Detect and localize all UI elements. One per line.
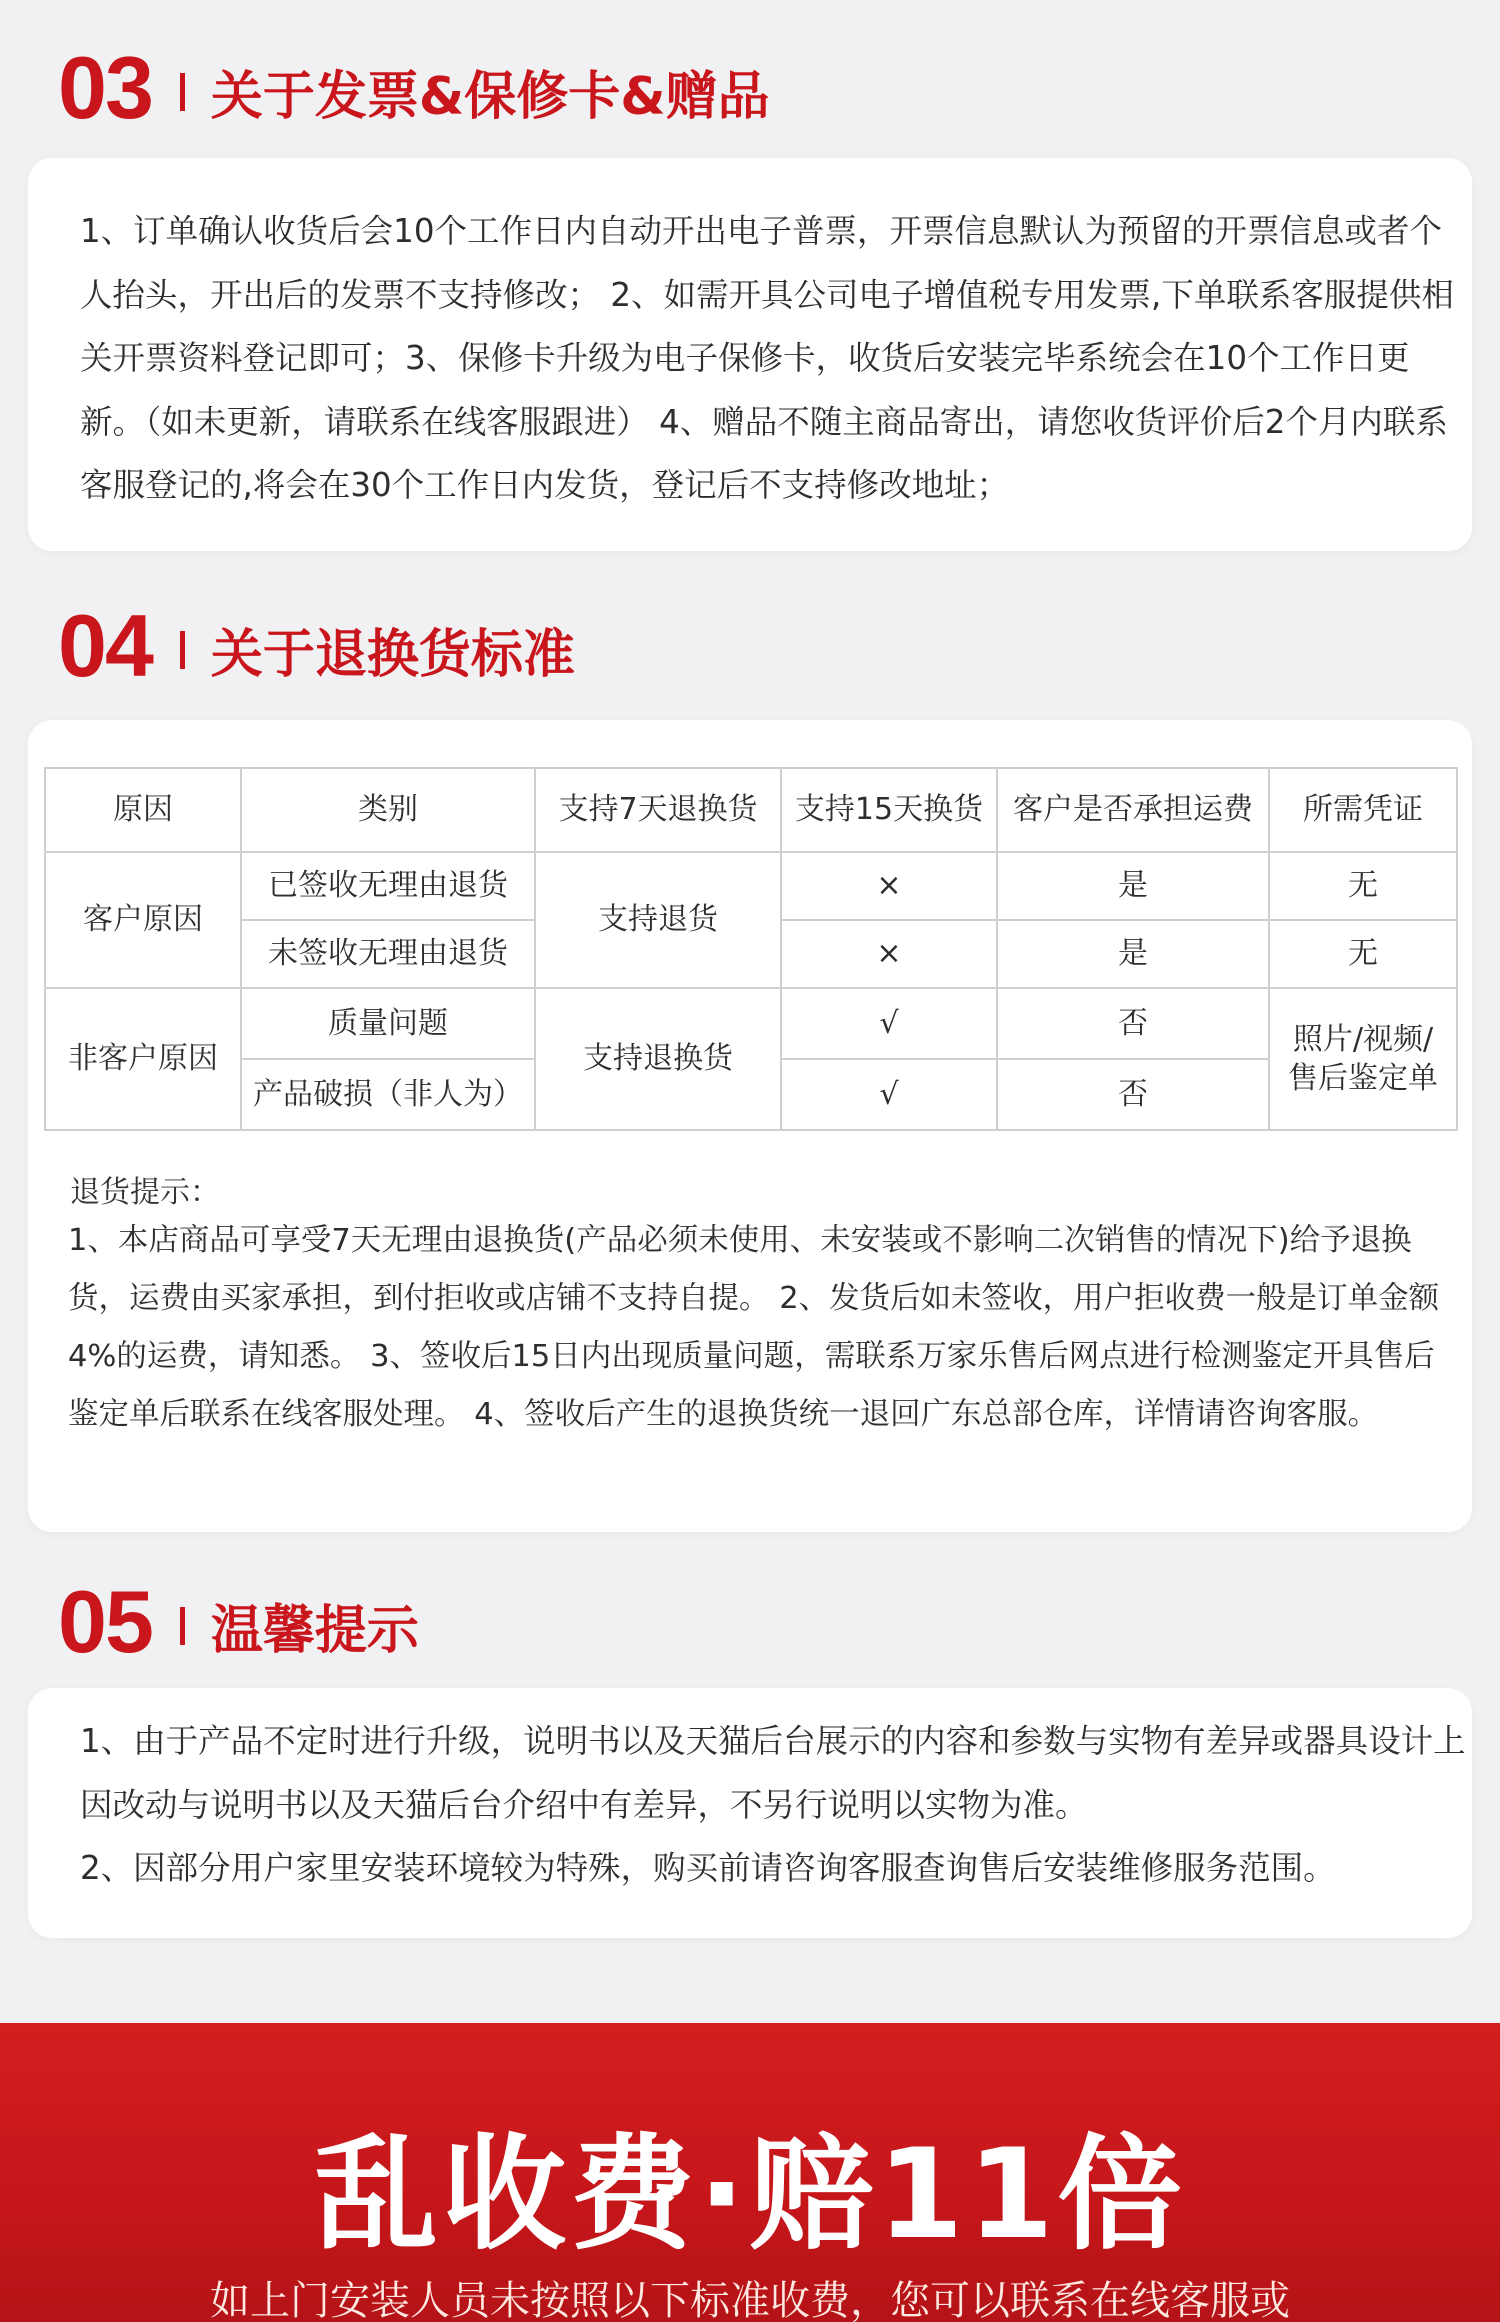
warm-tips-card xyxy=(28,1688,1472,1938)
proof-cell xyxy=(1269,988,1457,1130)
promo-banner xyxy=(0,2023,1500,2322)
section-number: 03 xyxy=(58,38,152,137)
freight-cell: 否 xyxy=(997,1059,1269,1130)
proof-cell: 无 xyxy=(1269,920,1457,988)
section-03-header xyxy=(58,38,770,137)
freight-cell: 否 xyxy=(997,988,1269,1059)
support-15day-cell: √ xyxy=(781,988,997,1059)
table-header-cell: 支持7天退换货 xyxy=(535,768,781,852)
return-policy-table xyxy=(44,767,1458,1131)
freight-cell: 是 xyxy=(997,920,1269,988)
category-cell: 已签收无理由退货 xyxy=(241,852,535,920)
table-header-cell: 支持15天换货 xyxy=(781,768,997,852)
reason-cell: 非客户原因 xyxy=(45,988,241,1130)
category-cell: 产品破损（非人为） xyxy=(241,1059,535,1130)
support-15day-cell: × xyxy=(781,852,997,920)
table-row xyxy=(45,988,1457,1059)
section-title: 关于退换货标准 xyxy=(210,624,575,685)
table-header-cell: 原因 xyxy=(45,768,241,852)
promo-title: 乱收费·赔11倍 xyxy=(314,2123,1186,2267)
reason-cell: 客户原因 xyxy=(45,852,241,988)
table-header-cell: 客户是否承担运费 xyxy=(997,768,1269,852)
invoice-warranty-gift-text: 1、订单确认收货后会10个工作日内自动开出电子普票，开票信息默认为预留的开票信息或者个人抬头，开出后的发票不支持修改； 2、如需开具公司电子增值税专用发票,下单联系客服提供相关开票资料登记即可；3、保修卡升级为电子保修卡，收货后安装完毕系统会在10个工作日更新。（如未更新，请联系在线客服跟进） 4、赠品不随主商品寄出，请您收货评价后2个月内联系客服登记的,将会在30个工作日内发货，登记后不支持修改地址； xyxy=(80,212,1454,504)
support-7day-cell: 支持退货 xyxy=(535,852,781,988)
table-header-row xyxy=(45,768,1457,852)
table-row xyxy=(45,852,1457,920)
return-tips-text: 1、本店商品可享受7天无理由退换货(产品必须未使用、未安装或不影响二次销售的情况下)给予退换货，运费由买家承担，到付拒收或店铺不支持自提。 2、发货后如未签收，用户拒收费一般是订单金额4%的运费，请知悉。 3、签收后15日内出现质量问题，需联系万家乐售后网点进行检测鉴定开具售后鉴定单后联系在线客服处理。 4、签收后产生的退换货统一退回广东总部仓库，详情请咨询客服。 xyxy=(68,1223,1440,1432)
category-cell: 质量问题 xyxy=(241,988,535,1059)
section-04-header xyxy=(58,596,575,695)
support-15day-cell: √ xyxy=(781,1059,997,1130)
warm-tip-item: 1、由于产品不定时进行升级，说明书以及天猫后台展示的内容和参数与实物有差异或器具设计上因改动与说明书以及天猫后台介绍中有差异，不另行说明以实物为准。 xyxy=(80,1722,1466,1824)
invoice-warranty-gift-card xyxy=(28,158,1472,551)
promo-subtitle: 如上门安装人员未按照以下标准收费，您可以联系在线客服或 xyxy=(210,2278,1290,2322)
section-title: 温馨提示 xyxy=(210,1600,419,1661)
proof-text: 照片/视频/售后鉴定单 xyxy=(1288,1022,1438,1096)
proof-cell: 无 xyxy=(1269,852,1457,920)
table-header-cell: 所需凭证 xyxy=(1269,768,1457,852)
category-cell: 未签收无理由退货 xyxy=(241,920,535,988)
return-tips-label: 退货提示： xyxy=(70,1175,220,1210)
warm-tip-item: 2、因部分用户家里安装环境较为特殊，购买前请咨询客服查询售后安装维修服务范围。 xyxy=(80,1849,1336,1887)
support-7day-cell: 支持退换货 xyxy=(535,988,781,1130)
section-divider xyxy=(180,1607,185,1645)
support-15day-cell: × xyxy=(781,920,997,988)
section-divider xyxy=(180,73,185,111)
section-divider xyxy=(180,631,185,669)
section-05-header xyxy=(58,1572,419,1671)
section-title: 关于发票&保修卡&赠品 xyxy=(210,66,770,127)
section-number: 05 xyxy=(58,1572,152,1671)
freight-cell: 是 xyxy=(997,852,1269,920)
section-number: 04 xyxy=(58,596,152,695)
table-header-cell: 类别 xyxy=(241,768,535,852)
